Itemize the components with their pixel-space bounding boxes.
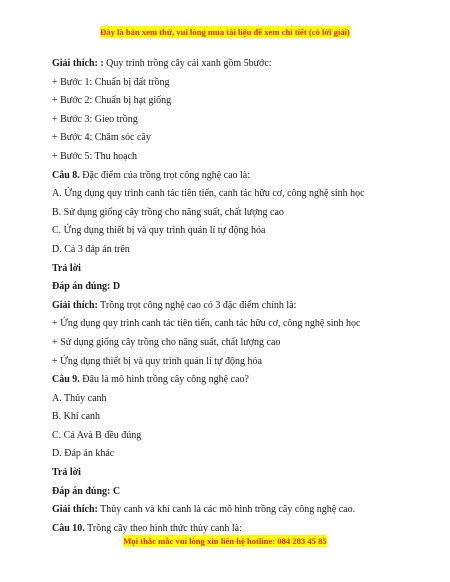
explanation-text: Trồng trọt công nghệ cao có 3 đặc điểm chính là: — [97, 299, 297, 311]
answer-heading: Trả lời — [52, 467, 81, 479]
option-item: B. Khí canh — [52, 411, 101, 423]
explanation-point: + Sử dụng giống cây trồng cho năng suất, chất lượng cao — [52, 336, 281, 348]
question-text: Đặc điểm của trồng trọt công nghệ cao là: — [79, 169, 251, 181]
option-item: C. Ứng dụng thiết bị và quy trình quản lí tự động hóa — [52, 225, 266, 237]
step-item: + Bước 4: Chăm sóc cây — [52, 132, 151, 144]
answer-heading: Trả lời — [52, 262, 81, 274]
preview-notice-text: Đây là bản xem thử, vui lòng mua tài liệu để xem chi tiết (có lời giải) — [100, 27, 350, 37]
question-label: Câu 9. — [52, 374, 80, 386]
explanation-text: Thủy canh và khí canh là các mô hình trồng cây công nghệ cao. — [97, 504, 356, 516]
preview-notice — [0, 27, 450, 38]
intro-label: Giải thích: : — [52, 58, 104, 69]
explanation-point: + Ứng dụng quy trình canh tác tiên tiến, canh tác hữu cơ, công nghệ sinh học — [52, 318, 361, 330]
step-item: + Bước 1: Chuẩn bị đất trồng — [52, 76, 170, 88]
question-9 — [52, 371, 430, 390]
question-label: Câu 10. — [52, 522, 85, 534]
question-text: Đâu là mô hình trồng cây công nghệ cao? — [79, 374, 249, 386]
correct-answer: Đáp án đúng: D — [52, 281, 121, 293]
question-8 — [52, 167, 430, 186]
step-item: + Bước 2: Chuẩn bị hạt giống — [52, 95, 172, 107]
option-item: C. Cả Avà B đều đúng — [52, 429, 142, 441]
explanation-label: Giải thích: — [52, 299, 98, 311]
document-body — [52, 55, 430, 538]
hotline-notice-text: Mọi thắc mắc vui lòng xin liên hệ hotline: 084 283 45 85 — [123, 536, 327, 546]
option-item: D. Đáp án khác — [52, 448, 115, 460]
explanation-label: Giải thích: — [52, 504, 98, 516]
option-item: D. Cả 3 đáp án trên — [52, 243, 130, 255]
option-item: B. Sử dụng giống cây trồng cho năng suất, chất lượng cao — [52, 206, 284, 218]
correct-answer: Đáp án đúng: C — [52, 485, 121, 497]
option-item: A. Ứng dụng quy trình canh tác tiên tiến, canh tác hữu cơ, công nghệ sinh học — [52, 188, 365, 200]
explanation — [52, 501, 430, 520]
step-item: + Bước 3: Gieo trồng — [52, 113, 138, 125]
explanation-point: + Ứng dụng thiết bị và quy trình quản lí tự động hóa — [52, 355, 262, 367]
step-item: + Bước 5: Thu hoạch — [52, 150, 138, 162]
explanation — [52, 297, 430, 316]
option-item: A. Thủy canh — [52, 392, 107, 404]
question-label: Câu 8. — [52, 169, 80, 181]
hotline-notice — [0, 536, 450, 547]
intro-text: Quy trình trồng cây cải xanh gồm 5bước: — [103, 58, 272, 69]
question-text: Trồng cây theo hình thức thủy canh là: — [84, 522, 242, 534]
intro-line — [52, 55, 430, 74]
